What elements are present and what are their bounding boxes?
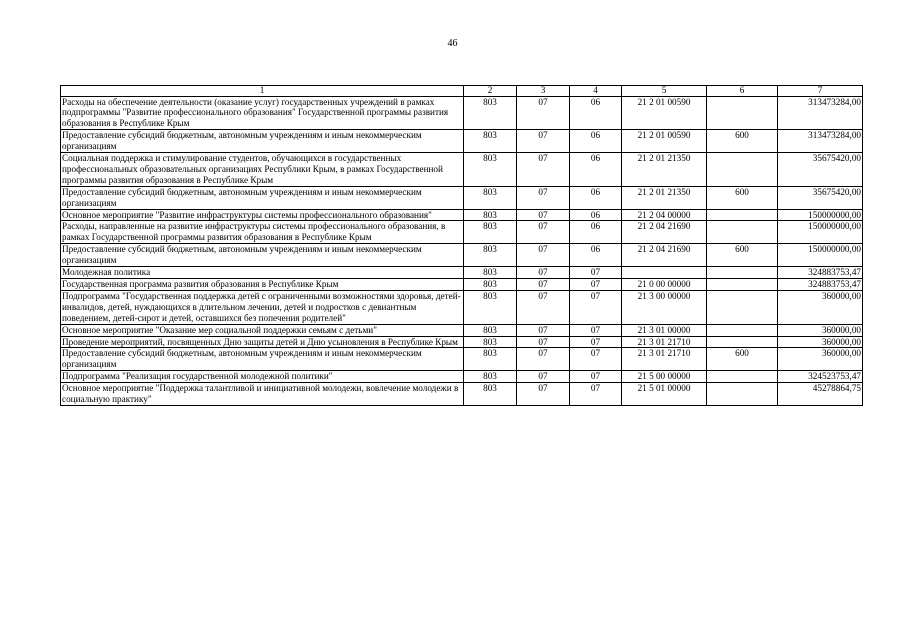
row-amount-cell: 360000,00 [778, 336, 863, 348]
row-subsection-cell: 07 [570, 371, 622, 383]
row-amount-cell: 360000,00 [778, 324, 863, 336]
row-subsection-cell: 07 [570, 383, 622, 406]
row-section-cell: 07 [517, 244, 570, 267]
row-amount-cell: 35675420,00 [778, 186, 863, 209]
row-expense-type-cell: 600 [707, 186, 778, 209]
row-subsection-cell: 06 [570, 130, 622, 153]
row-section-cell: 07 [517, 336, 570, 348]
table-row [61, 244, 863, 267]
row-amount-cell: 35675420,00 [778, 153, 863, 187]
table-body [61, 96, 863, 405]
row-amount-cell: 324883753,47 [778, 279, 863, 291]
row-amount-cell: 150000000,00 [778, 221, 863, 244]
row-subsection-cell: 06 [570, 96, 622, 130]
row-ved-cell: 803 [464, 209, 517, 221]
row-name-cell: Подпрограмма "Реализация государственной молодежной политики" [61, 371, 464, 383]
row-ved-cell: 803 [464, 371, 517, 383]
row-name-cell: Подпрограмма "Государственная поддержка детей с ограниченными возможностями здоровья, детей-инвалидов, детей, нуждающихся в длительном лечении, детей и подростков с девиантным поведением, детей-сирот и детей, оставшихся без попечения родителей" [61, 290, 464, 324]
row-section-cell: 07 [517, 221, 570, 244]
row-target-article-cell: 21 3 01 21710 [622, 336, 707, 348]
row-subsection-cell: 07 [570, 279, 622, 291]
row-ved-cell: 803 [464, 348, 517, 371]
row-name-cell: Расходы на обеспечение деятельности (оказание услуг) государственных учреждений в рамках подпрограммы "Развитие профессионального образования" Государственной программы развития образования в Республике Крым [61, 96, 464, 130]
row-expense-type-cell [707, 383, 778, 406]
row-name-cell: Молодежная политика [61, 267, 464, 279]
table-row [61, 336, 863, 348]
row-ved-cell: 803 [464, 244, 517, 267]
row-target-article-cell: 21 2 01 21350 [622, 153, 707, 187]
row-ved-cell: 803 [464, 130, 517, 153]
row-name-cell: Предоставление субсидий бюджетным, автономным учреждениям и иным некоммерческим организациям [61, 244, 464, 267]
row-section-cell: 07 [517, 324, 570, 336]
column-header: 6 [707, 86, 778, 97]
row-ved-cell: 803 [464, 96, 517, 130]
row-name-cell: Предоставление субсидий бюджетным, автономным учреждениям и иным некоммерческим организациям [61, 186, 464, 209]
column-header: 1 [61, 86, 464, 97]
row-subsection-cell: 07 [570, 290, 622, 324]
row-expense-type-cell: 600 [707, 130, 778, 153]
table-row [61, 130, 863, 153]
table-row [61, 348, 863, 371]
row-section-cell: 07 [517, 130, 570, 153]
row-amount-cell: 313473284,00 [778, 96, 863, 130]
row-section-cell: 07 [517, 348, 570, 371]
table-row [61, 209, 863, 221]
row-amount-cell: 150000000,00 [778, 244, 863, 267]
row-ved-cell: 803 [464, 221, 517, 244]
column-header: 4 [570, 86, 622, 97]
row-subsection-cell: 06 [570, 221, 622, 244]
row-expense-type-cell [707, 290, 778, 324]
table-row [61, 279, 863, 291]
row-expense-type-cell [707, 96, 778, 130]
row-section-cell: 07 [517, 153, 570, 187]
row-section-cell: 07 [517, 96, 570, 130]
row-amount-cell: 360000,00 [778, 348, 863, 371]
table-row [61, 290, 863, 324]
row-name-cell: Предоставление субсидий бюджетным, автономным учреждениям и иным некоммерческим организациям [61, 130, 464, 153]
table-row [61, 186, 863, 209]
row-ved-cell: 803 [464, 383, 517, 406]
row-target-article-cell: 21 3 00 00000 [622, 290, 707, 324]
row-amount-cell: 324523753,47 [778, 371, 863, 383]
row-subsection-cell: 07 [570, 267, 622, 279]
row-expense-type-cell: 600 [707, 244, 778, 267]
row-amount-cell: 45278864,75 [778, 383, 863, 406]
row-expense-type-cell [707, 336, 778, 348]
row-target-article-cell: 21 0 00 00000 [622, 279, 707, 291]
row-ved-cell: 803 [464, 290, 517, 324]
table-row [61, 153, 863, 187]
row-ved-cell: 803 [464, 279, 517, 291]
table-row [61, 371, 863, 383]
row-section-cell: 07 [517, 209, 570, 221]
row-name-cell: Государственная программа развития образования в Республике Крым [61, 279, 464, 291]
row-target-article-cell: 21 2 01 00590 [622, 96, 707, 130]
row-expense-type-cell [707, 209, 778, 221]
row-subsection-cell: 07 [570, 348, 622, 371]
row-target-article-cell: 21 5 00 00000 [622, 371, 707, 383]
budget-table [60, 85, 863, 406]
row-subsection-cell: 06 [570, 153, 622, 187]
row-section-cell: 07 [517, 267, 570, 279]
table-row [61, 221, 863, 244]
column-header: 7 [778, 86, 863, 97]
row-section-cell: 07 [517, 290, 570, 324]
row-target-article-cell: 21 5 01 00000 [622, 383, 707, 406]
row-amount-cell: 150000000,00 [778, 209, 863, 221]
row-subsection-cell: 07 [570, 324, 622, 336]
row-amount-cell: 324883753,47 [778, 267, 863, 279]
row-expense-type-cell [707, 267, 778, 279]
row-section-cell: 07 [517, 371, 570, 383]
table-row [61, 383, 863, 406]
row-ved-cell: 803 [464, 267, 517, 279]
row-subsection-cell: 06 [570, 186, 622, 209]
row-expense-type-cell [707, 279, 778, 291]
column-header: 5 [622, 86, 707, 97]
row-expense-type-cell: 600 [707, 348, 778, 371]
row-name-cell: Предоставление субсидий бюджетным, автономным учреждениям и иным некоммерческим организациям [61, 348, 464, 371]
row-name-cell: Основное мероприятие "Развитие инфраструктуры системы профессионального образования" [61, 209, 464, 221]
header-row [61, 86, 863, 97]
row-expense-type-cell [707, 153, 778, 187]
row-target-article-cell [622, 267, 707, 279]
row-amount-cell: 313473284,00 [778, 130, 863, 153]
row-expense-type-cell [707, 221, 778, 244]
row-section-cell: 07 [517, 383, 570, 406]
row-target-article-cell: 21 3 01 21710 [622, 348, 707, 371]
row-section-cell: 07 [517, 186, 570, 209]
row-target-article-cell: 21 2 04 21690 [622, 221, 707, 244]
column-header: 3 [517, 86, 570, 97]
row-ved-cell: 803 [464, 336, 517, 348]
row-name-cell: Расходы, направленные на развитие инфраструктуры системы профессионального образования, в рамках Государственной программы развития образования в Республике Крым [61, 221, 464, 244]
row-name-cell: Основное мероприятие "Оказание мер социальной поддержки семьям с детьми" [61, 324, 464, 336]
row-target-article-cell: 21 2 01 21350 [622, 186, 707, 209]
table-row [61, 267, 863, 279]
row-expense-type-cell [707, 371, 778, 383]
row-expense-type-cell [707, 324, 778, 336]
row-target-article-cell: 21 2 04 21690 [622, 244, 707, 267]
row-ved-cell: 803 [464, 186, 517, 209]
column-header: 2 [464, 86, 517, 97]
row-name-cell: Социальная поддержка и стимулирование студентов, обучающихся в государственных профессиональных образовательных организациях Республики Крым, в рамках Государственной программы развития образования в Республике Крым [61, 153, 464, 187]
row-ved-cell: 803 [464, 153, 517, 187]
row-subsection-cell: 06 [570, 209, 622, 221]
row-subsection-cell: 07 [570, 336, 622, 348]
row-name-cell: Основное мероприятие "Поддержка талантливой и инициативной молодежи, вовлечение молодежи в социальную практику" [61, 383, 464, 406]
row-target-article-cell: 21 2 04 00000 [622, 209, 707, 221]
table-row [61, 96, 863, 130]
row-section-cell: 07 [517, 279, 570, 291]
page-number: 46 [447, 38, 458, 49]
row-name-cell: Проведение мероприятий, посвященных Дню защиты детей и Дню усыновления в Республике Крым [61, 336, 464, 348]
row-target-article-cell: 21 3 01 00000 [622, 324, 707, 336]
row-subsection-cell: 06 [570, 244, 622, 267]
row-ved-cell: 803 [464, 324, 517, 336]
row-target-article-cell: 21 2 01 00590 [622, 130, 707, 153]
row-amount-cell: 360000,00 [778, 290, 863, 324]
table-row [61, 324, 863, 336]
